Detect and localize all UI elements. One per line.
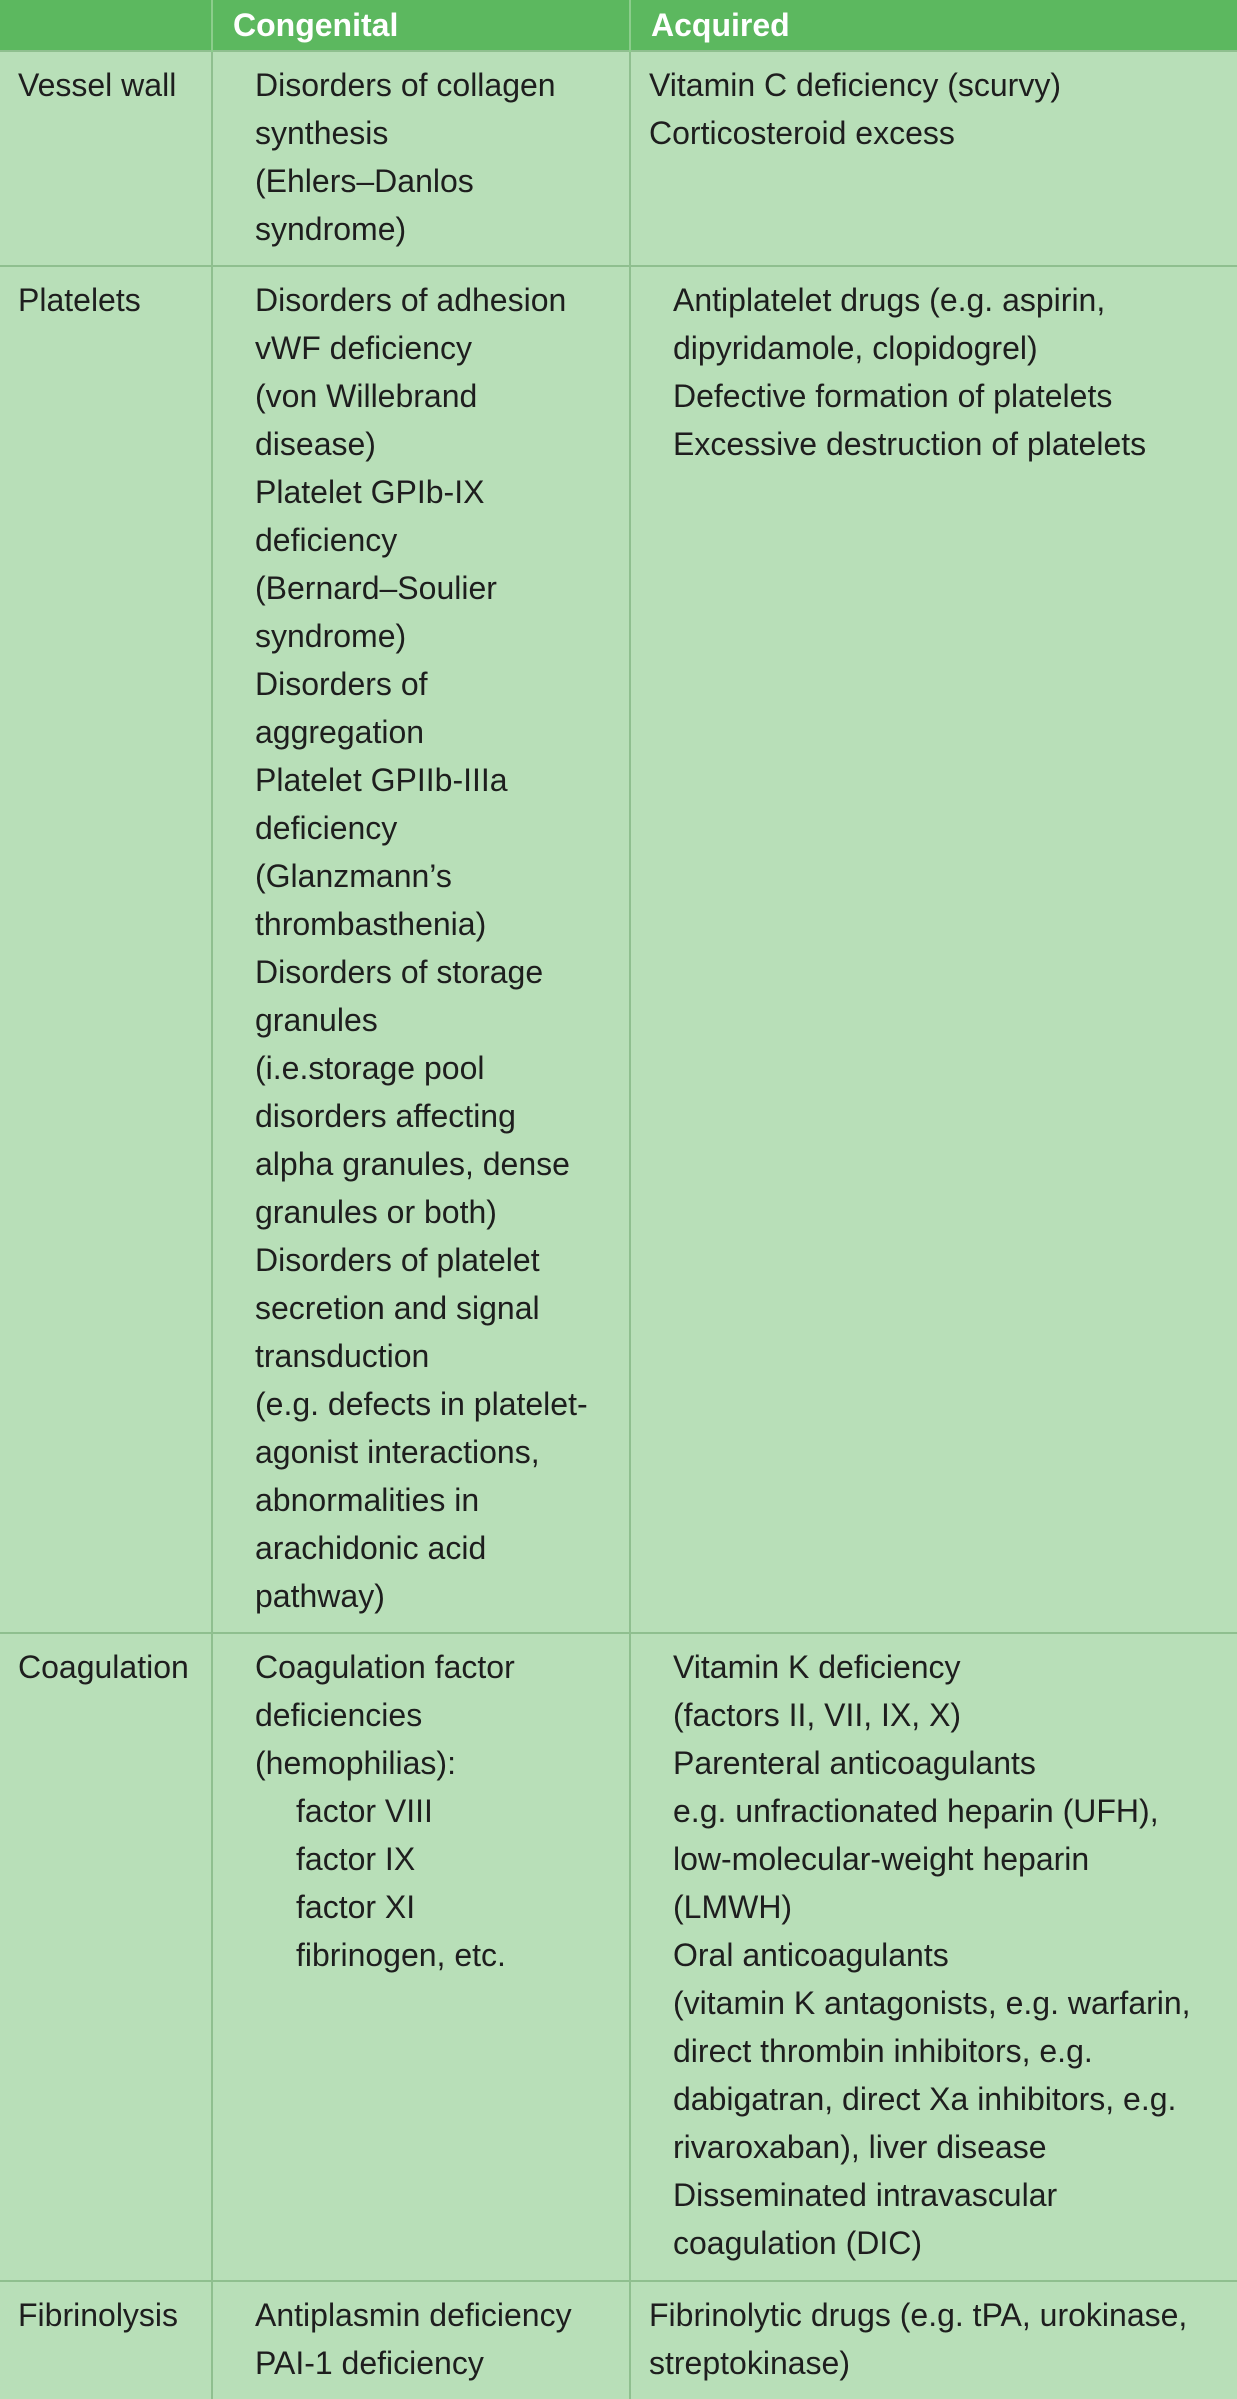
cell-line: syndrome) — [255, 618, 407, 654]
header-acquired: Acquired — [630, 0, 1237, 51]
cell-line: Parenteral anticoagulants — [673, 1745, 1036, 1781]
cell-line: Antiplatelet drugs (e.g. aspirin, — [673, 282, 1106, 318]
row-coagulation — [0, 1633, 1237, 2281]
cell-line: (von Willebrand — [255, 378, 478, 414]
row-label: Vessel wall — [0, 51, 212, 266]
cell-line: alpha granules, dense — [255, 1146, 570, 1182]
cell-line: (Bernard–Soulier — [255, 570, 497, 606]
acquired-cell — [630, 2281, 1237, 2399]
cell-line: Disorders of storage — [255, 954, 544, 990]
cell-line: PAI-1 deficiency — [255, 2345, 484, 2381]
cell-line: Platelet GPIb-IX — [255, 474, 485, 510]
cell-line: Coagulation factor — [255, 1649, 515, 1685]
cell-line: pathway) — [255, 1578, 385, 1614]
cell-line: Disorders of adhesion — [255, 282, 567, 318]
row-vessel-wall — [0, 51, 1237, 266]
cell-line: (hemophilias): — [255, 1745, 456, 1781]
acquired-cell — [630, 266, 1237, 1633]
cell-line: Oral anticoagulants — [673, 1937, 949, 1973]
factor-line: factor XI — [296, 1889, 416, 1925]
cell-line: granules or both) — [255, 1194, 497, 1230]
cell-line: Disorders of collagen — [255, 67, 556, 103]
cell-line: dabigatran, direct Xa inhibitors, e.g. — [673, 2081, 1177, 2117]
congenital-cell — [212, 2281, 630, 2399]
row-label: Platelets — [0, 266, 212, 1633]
row-label: Fibrinolysis — [0, 2281, 212, 2399]
factor-line: factor VIII — [296, 1793, 433, 1829]
cell-line: deficiency — [255, 810, 398, 846]
cell-line: Disorders of platelet — [255, 1242, 540, 1278]
cell-line: rivaroxaban), liver disease — [673, 2129, 1047, 2165]
cell-line: (Glanzmann’s — [255, 858, 452, 894]
congenital-cell — [212, 51, 630, 266]
cell-line: e.g. unfractionated heparin (UFH), — [673, 1793, 1159, 1829]
cell-line: Vitamin K deficiency — [673, 1649, 961, 1685]
cell-line: low-molecular-weight heparin — [673, 1841, 1090, 1877]
row-fibrinolysis — [0, 2281, 1237, 2399]
acquired-cell — [630, 51, 1237, 266]
cell-line: disease) — [255, 426, 376, 462]
cell-line: granules — [255, 1002, 378, 1038]
header-congenital: Congenital — [212, 0, 630, 51]
row-label: Coagulation — [0, 1633, 212, 2281]
cell-line: arachidonic acid — [255, 1530, 487, 1566]
cell-line: (factors II, VII, IX, X) — [673, 1697, 962, 1733]
cell-line: disorders affecting — [255, 1098, 516, 1134]
cell-line: abnormalities in — [255, 1482, 480, 1518]
cell-line: streptokinase) — [649, 2345, 850, 2381]
cell-line: deficiencies — [255, 1697, 423, 1733]
cell-line: (Ehlers–Danlos — [255, 163, 474, 199]
row-platelets — [0, 266, 1237, 1633]
cell-line: (LMWH) — [673, 1889, 793, 1925]
cell-line: Fibrinolytic drugs (e.g. tPA, urokinase, — [649, 2297, 1188, 2333]
congenital-cell — [212, 266, 630, 1633]
cell-line: agonist interactions, — [255, 1434, 540, 1470]
cell-line: secretion and signal — [255, 1290, 540, 1326]
cell-line: (vitamin K antagonists, e.g. warfarin, — [673, 1985, 1191, 2021]
cell-line: (i.e.storage pool — [255, 1050, 485, 1086]
cell-line: synthesis — [255, 115, 389, 151]
cell-line: Disseminated intravascular — [673, 2177, 1058, 2213]
cell-line: syndrome) — [255, 211, 407, 247]
factor-line: factor IX — [296, 1841, 416, 1877]
cell-line: Defective formation of platelets — [673, 378, 1113, 414]
cell-line: dipyridamole, clopidogrel) — [673, 330, 1038, 366]
congenital-cell — [212, 1633, 630, 2281]
cell-line: direct thrombin inhibitors, e.g. — [673, 2033, 1093, 2069]
cell-line: aggregation — [255, 714, 425, 750]
cell-line: transduction — [255, 1338, 430, 1374]
cell-line: Corticosteroid excess — [649, 115, 955, 151]
cell-line: vWF deficiency — [255, 330, 472, 366]
cell-line: Excessive destruction of platelets — [673, 426, 1147, 462]
acquired-cell — [630, 1633, 1237, 2281]
cell-line: deficiency — [255, 522, 398, 558]
cell-line: Antiplasmin deficiency — [255, 2297, 572, 2333]
cell-line: (e.g. defects in platelet- — [255, 1386, 588, 1422]
factor-line: fibrinogen, etc. — [296, 1937, 506, 1973]
cell-line: Platelet GPIIb-IIIa — [255, 762, 508, 798]
header-empty — [0, 0, 212, 51]
cell-line: Disorders of — [255, 666, 428, 702]
header-row — [0, 0, 1237, 51]
cell-line: coagulation (DIC) — [673, 2225, 922, 2261]
cell-line: Vitamin C deficiency (scurvy) — [649, 67, 1061, 103]
cell-line: thrombasthenia) — [255, 906, 487, 942]
